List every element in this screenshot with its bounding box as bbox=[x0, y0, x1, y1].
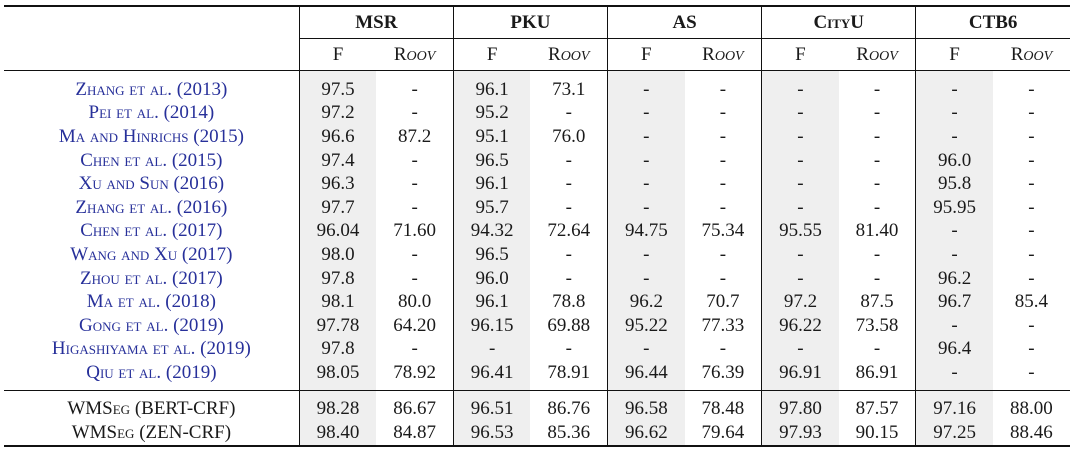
value-cell: - bbox=[916, 125, 993, 149]
value-cell: 96.5 bbox=[453, 243, 530, 267]
value-cell: 71.60 bbox=[393, 220, 436, 242]
value-cell: 97.25 bbox=[916, 421, 993, 446]
value-cell: - bbox=[762, 267, 839, 291]
value-cell: - bbox=[719, 173, 727, 195]
value-cell: 79.64 bbox=[701, 421, 745, 443]
value-cell: 86.67 bbox=[393, 397, 436, 419]
value-cell: 98.28 bbox=[299, 390, 376, 421]
table-row bbox=[4, 361, 1070, 390]
value-cell: 75.34 bbox=[701, 220, 745, 242]
metric-header-blank bbox=[4, 39, 299, 71]
value-cell: 97.5 bbox=[299, 71, 376, 102]
value-cell: 84.87 bbox=[393, 421, 436, 443]
table-row bbox=[4, 125, 1070, 149]
table-row bbox=[4, 314, 1070, 338]
value-cell: - bbox=[1028, 243, 1035, 265]
method-main: WMSeg bbox=[71, 421, 135, 443]
value-cell: - bbox=[1028, 196, 1035, 218]
value-cell: 76.39 bbox=[701, 361, 745, 383]
value-cell: - bbox=[608, 196, 685, 220]
table-row bbox=[4, 71, 1070, 102]
value-cell: 73.1 bbox=[552, 78, 586, 100]
wmseg-row bbox=[4, 390, 1070, 421]
value-cell: 73.58 bbox=[855, 314, 899, 336]
value-cell: 96.1 bbox=[453, 172, 530, 196]
table-row bbox=[4, 338, 1070, 362]
value-cell: - bbox=[411, 243, 418, 265]
value-cell: 96.7 bbox=[916, 290, 993, 314]
value-cell: - bbox=[411, 102, 418, 124]
value-cell: - bbox=[608, 149, 685, 173]
dataset-header-pku: PKU bbox=[453, 6, 607, 39]
method-cell[interactable]: Higashiyama et al. (2019) bbox=[51, 338, 251, 360]
value-cell: 95.95 bbox=[916, 196, 993, 220]
value-cell: - bbox=[1028, 338, 1035, 360]
value-cell: - bbox=[916, 220, 993, 244]
value-cell: - bbox=[873, 149, 881, 171]
value-cell: - bbox=[411, 149, 418, 171]
value-cell: 97.16 bbox=[916, 390, 993, 421]
value-cell: - bbox=[1028, 220, 1035, 242]
value-cell: - bbox=[411, 196, 418, 218]
value-cell: - bbox=[608, 102, 685, 126]
value-cell: - bbox=[719, 267, 727, 289]
method-cell[interactable]: Gong et al. (2019) bbox=[78, 314, 224, 336]
table-row bbox=[4, 149, 1070, 173]
value-cell: 64.20 bbox=[393, 314, 436, 336]
value-cell: - bbox=[453, 338, 530, 362]
value-cell: 78.8 bbox=[552, 291, 586, 313]
value-cell: - bbox=[873, 173, 881, 195]
value-cell: - bbox=[762, 149, 839, 173]
method-cell[interactable]: Ma et al. (2018) bbox=[86, 291, 216, 313]
value-cell: 87.5 bbox=[860, 291, 894, 313]
value-cell: - bbox=[719, 149, 727, 171]
value-cell: - bbox=[762, 125, 839, 149]
table-row bbox=[4, 290, 1070, 314]
value-cell: 85.4 bbox=[1014, 291, 1049, 313]
value-cell: 96.2 bbox=[608, 290, 685, 314]
value-cell: 97.2 bbox=[299, 102, 376, 126]
value-cell: 96.41 bbox=[453, 361, 530, 390]
value-cell: 98.1 bbox=[299, 290, 376, 314]
value-cell: - bbox=[1028, 149, 1035, 171]
method-cell[interactable]: Chen et al. (2015) bbox=[80, 149, 223, 171]
value-cell: - bbox=[1028, 314, 1035, 336]
value-cell: 78.48 bbox=[701, 397, 745, 419]
value-cell: - bbox=[565, 173, 572, 195]
method-main: WMSeg bbox=[67, 397, 131, 419]
metric-roov-header bbox=[993, 39, 1070, 71]
value-cell: - bbox=[719, 125, 727, 147]
metric-roov-header bbox=[839, 39, 916, 71]
value-cell: - bbox=[565, 149, 572, 171]
value-cell: - bbox=[762, 196, 839, 220]
metric-r-sub: OOV bbox=[714, 48, 744, 64]
metric-r-main: R bbox=[856, 43, 869, 65]
value-cell: 72.64 bbox=[547, 220, 591, 242]
value-cell: 90.15 bbox=[855, 421, 899, 443]
metric-roov-header bbox=[376, 39, 453, 71]
method-cell[interactable]: Wang and Xu (2017) bbox=[70, 243, 233, 265]
value-cell: - bbox=[873, 196, 881, 218]
value-cell: - bbox=[608, 243, 685, 267]
value-cell: 95.2 bbox=[453, 102, 530, 126]
value-cell: 88.00 bbox=[1010, 397, 1053, 419]
method-cell bbox=[4, 390, 299, 421]
value-cell: - bbox=[916, 102, 993, 126]
value-cell: 96.1 bbox=[453, 71, 530, 102]
table-row bbox=[4, 196, 1070, 220]
value-cell: - bbox=[411, 173, 418, 195]
table-row bbox=[4, 220, 1070, 244]
value-cell: 96.4 bbox=[916, 338, 993, 362]
value-cell: - bbox=[565, 102, 572, 124]
method-suffix: (ZEN-CRF) bbox=[134, 421, 232, 443]
value-cell: - bbox=[873, 243, 881, 265]
metric-f-header: F bbox=[916, 39, 993, 71]
value-cell: - bbox=[565, 338, 572, 360]
value-cell: 96.51 bbox=[453, 390, 530, 421]
value-cell: 95.55 bbox=[762, 220, 839, 244]
method-suffix: (BERT-CRF) bbox=[130, 397, 236, 419]
value-cell: 96.3 bbox=[299, 172, 376, 196]
metric-r-main: R bbox=[702, 43, 715, 65]
value-cell: 96.04 bbox=[299, 220, 376, 244]
value-cell: - bbox=[916, 71, 993, 102]
value-cell: 95.1 bbox=[453, 125, 530, 149]
dataset-header-msr: MSR bbox=[299, 6, 453, 39]
method-cell[interactable]: Zhou et al. (2017) bbox=[80, 267, 223, 289]
value-cell: 76.0 bbox=[552, 125, 586, 147]
value-cell: - bbox=[1028, 267, 1035, 289]
value-cell: 96.6 bbox=[299, 125, 376, 149]
value-cell: 70.7 bbox=[706, 291, 740, 313]
metric-r-sub: OOV bbox=[560, 48, 590, 64]
value-cell: - bbox=[565, 267, 572, 289]
value-cell: 96.53 bbox=[453, 421, 530, 446]
metric-r-sub: OOV bbox=[1023, 48, 1053, 64]
value-cell: - bbox=[608, 71, 685, 102]
value-cell: 85.36 bbox=[547, 421, 591, 443]
value-cell: 86.91 bbox=[855, 361, 899, 383]
dataset-header-ctb6: CTB6 bbox=[916, 6, 1070, 39]
metric-r-main: R bbox=[393, 43, 407, 65]
value-cell: 94.32 bbox=[453, 220, 530, 244]
method-cell[interactable]: Zhang et al. (2016) bbox=[75, 196, 228, 218]
value-cell: 97.8 bbox=[299, 338, 376, 362]
method-cell[interactable]: Ma and Hinrichs (2015) bbox=[58, 125, 244, 147]
value-cell: - bbox=[719, 78, 727, 100]
value-cell: - bbox=[873, 267, 881, 289]
method-header bbox=[4, 6, 299, 39]
value-cell: 95.8 bbox=[916, 172, 993, 196]
value-cell: 96.62 bbox=[608, 421, 685, 446]
metric-r-main: R bbox=[548, 43, 561, 65]
value-cell: - bbox=[873, 338, 881, 360]
value-cell: 98.0 bbox=[299, 243, 376, 267]
value-cell: 98.40 bbox=[299, 421, 376, 446]
value-cell: - bbox=[873, 102, 881, 124]
value-cell: - bbox=[1028, 102, 1035, 124]
metric-header-row bbox=[4, 39, 1070, 71]
value-cell: 96.2 bbox=[916, 267, 993, 291]
value-cell: 97.8 bbox=[299, 267, 376, 291]
value-cell: 96.0 bbox=[916, 149, 993, 173]
value-cell: - bbox=[565, 196, 572, 218]
value-cell: 96.1 bbox=[453, 290, 530, 314]
value-cell: - bbox=[762, 243, 839, 267]
value-cell: - bbox=[916, 243, 993, 267]
value-cell: 97.78 bbox=[299, 314, 376, 338]
value-cell: 97.93 bbox=[762, 421, 839, 446]
metric-f-header: F bbox=[608, 39, 685, 71]
value-cell: - bbox=[762, 338, 839, 362]
value-cell: 78.91 bbox=[547, 361, 591, 383]
metric-r-sub: OOV bbox=[406, 48, 436, 64]
value-cell: 81.40 bbox=[855, 220, 899, 242]
metric-r-sub: OOV bbox=[868, 48, 898, 64]
value-cell: - bbox=[411, 78, 418, 100]
value-cell: - bbox=[719, 196, 727, 218]
value-cell: 96.91 bbox=[762, 361, 839, 390]
value-cell: 87.2 bbox=[397, 125, 432, 147]
metric-f-header: F bbox=[299, 39, 376, 71]
method-cell[interactable]: Pei et al. (2014) bbox=[88, 102, 215, 124]
value-cell: 78.92 bbox=[393, 361, 436, 383]
value-cell: 96.22 bbox=[762, 314, 839, 338]
metric-f-header: F bbox=[762, 39, 839, 71]
method-cell[interactable]: Chen et al. (2017) bbox=[80, 220, 223, 242]
value-cell: - bbox=[608, 125, 685, 149]
dataset-header-cityu: CityU bbox=[762, 6, 916, 39]
dataset-header-row bbox=[4, 6, 1070, 39]
table-row bbox=[4, 172, 1070, 196]
value-cell: 96.15 bbox=[453, 314, 530, 338]
method-cell[interactable]: Qiu et al. (2019) bbox=[86, 361, 217, 383]
table-row bbox=[4, 243, 1070, 267]
value-cell: 86.76 bbox=[547, 397, 591, 419]
value-cell: - bbox=[411, 267, 418, 289]
value-cell: 95.22 bbox=[608, 314, 685, 338]
value-cell: - bbox=[762, 71, 839, 102]
metric-r-main: R bbox=[1010, 43, 1024, 65]
value-cell: 97.80 bbox=[762, 390, 839, 421]
value-cell: - bbox=[916, 314, 993, 338]
dataset-header-as: AS bbox=[608, 6, 762, 39]
value-cell: - bbox=[719, 102, 727, 124]
value-cell: 69.88 bbox=[547, 314, 591, 336]
table-row bbox=[4, 267, 1070, 291]
value-cell: - bbox=[873, 78, 881, 100]
value-cell: 97.4 bbox=[299, 149, 376, 173]
value-cell: 87.57 bbox=[855, 397, 899, 419]
value-cell: - bbox=[608, 338, 685, 362]
value-cell: - bbox=[762, 102, 839, 126]
value-cell: - bbox=[565, 243, 572, 265]
value-cell: - bbox=[873, 125, 881, 147]
method-cell bbox=[4, 421, 299, 446]
value-cell: 97.7 bbox=[299, 196, 376, 220]
value-cell: - bbox=[411, 338, 418, 360]
value-cell: 96.0 bbox=[453, 267, 530, 291]
wmseg-row bbox=[4, 421, 1070, 446]
results-table bbox=[4, 5, 1070, 447]
method-cell[interactable]: Zhang et al. (2013) bbox=[75, 78, 228, 100]
value-cell: - bbox=[1028, 173, 1035, 195]
value-cell: 94.75 bbox=[608, 220, 685, 244]
value-cell: - bbox=[1028, 125, 1035, 147]
value-cell: 98.05 bbox=[299, 361, 376, 390]
method-cell[interactable]: Xu and Sun (2016) bbox=[78, 173, 225, 195]
value-cell: 95.7 bbox=[453, 196, 530, 220]
value-cell: 96.44 bbox=[608, 361, 685, 390]
table-row bbox=[4, 102, 1070, 126]
value-cell: 97.2 bbox=[762, 290, 839, 314]
wmseg-body bbox=[4, 390, 1070, 446]
value-cell: - bbox=[916, 361, 993, 390]
value-cell: 96.5 bbox=[453, 149, 530, 173]
value-cell: 77.33 bbox=[701, 314, 745, 336]
metric-roov-header bbox=[685, 39, 762, 71]
value-cell: 96.58 bbox=[608, 390, 685, 421]
metric-f-header: F bbox=[453, 39, 530, 71]
value-cell: - bbox=[608, 172, 685, 196]
value-cell: - bbox=[762, 172, 839, 196]
value-cell: - bbox=[719, 338, 727, 360]
value-cell: - bbox=[1028, 78, 1035, 100]
value-cell: - bbox=[719, 243, 727, 265]
results-body bbox=[4, 71, 1070, 391]
metric-roov-header bbox=[530, 39, 607, 71]
value-cell: 80.0 bbox=[397, 291, 432, 313]
value-cell: - bbox=[1028, 361, 1035, 383]
value-cell: 88.46 bbox=[1010, 421, 1053, 443]
value-cell: - bbox=[608, 267, 685, 291]
